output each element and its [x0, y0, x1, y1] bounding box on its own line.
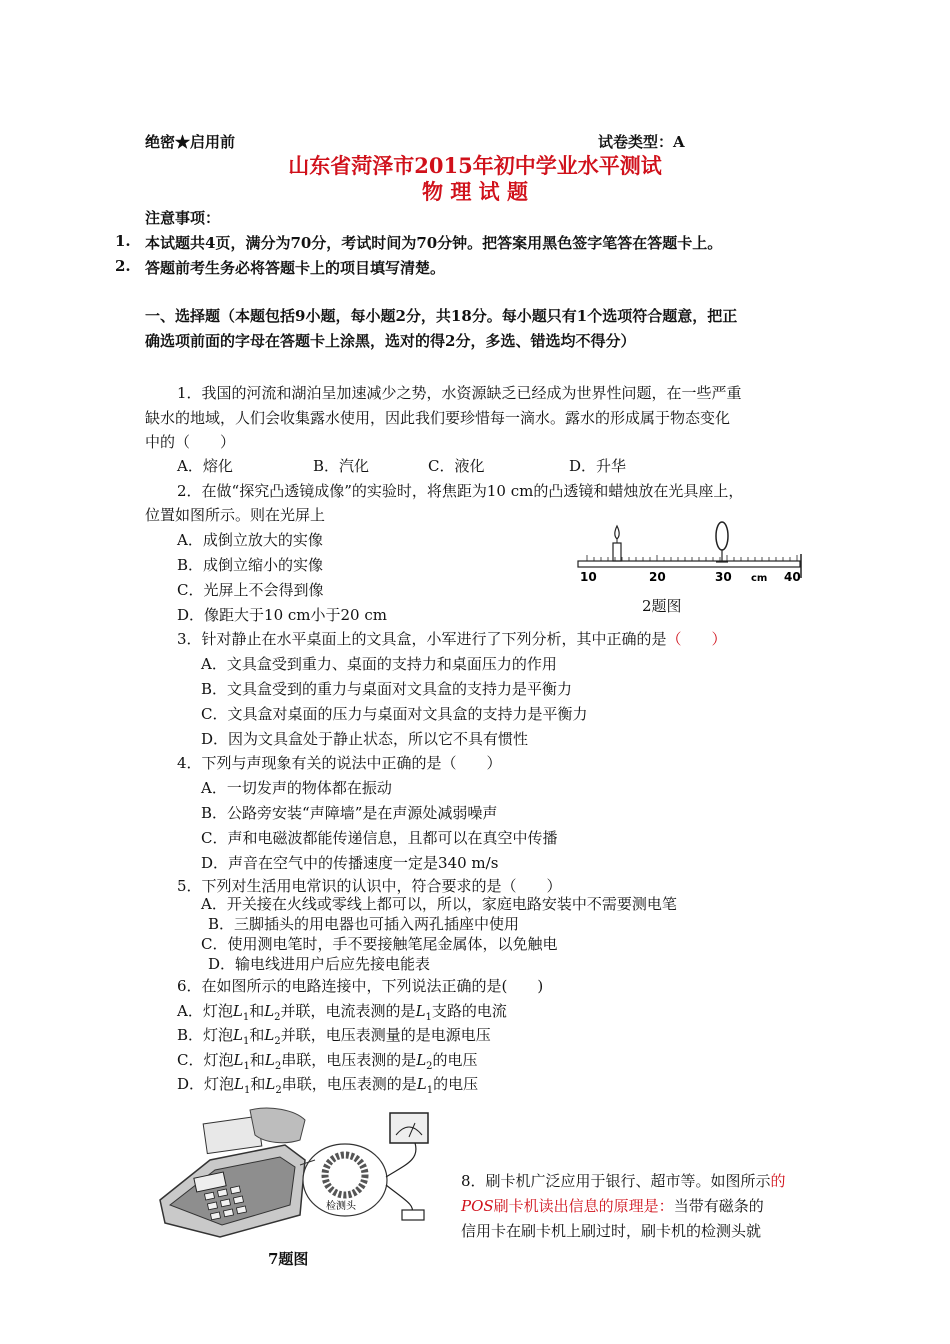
lamp-symbol: L — [233, 1051, 244, 1069]
question-2-line: 2．在做“探究凸透镜成像”的实验时，将焦距为10 cm的凸透镜和蜡烛放在光具座上， — [177, 482, 744, 500]
lamp-subscript: 1 — [243, 1061, 250, 1072]
lamp-symbol: L — [234, 1075, 244, 1093]
option-text: 和 — [249, 1002, 265, 1020]
question-5-option-c: C．使用测电笔时，手不要接触笔尾金属体，以免触电 — [201, 935, 558, 953]
question-8-red-text: 的 — [770, 1172, 786, 1190]
lamp-subscript: 2 — [274, 1036, 281, 1047]
tick-label: 20 — [649, 570, 666, 584]
pos-machine-icon — [160, 1108, 305, 1237]
section-heading: 一、选择题（本题包括9小题，每小题2分，共18分。每小题只有1个选项符合题意，把正 — [145, 307, 738, 325]
question-2-option-d: D．像距大于10 cm小于20 cm — [177, 606, 387, 624]
lamp-symbol: L — [232, 1002, 243, 1020]
lamp-symbol: L — [233, 1026, 243, 1044]
option-text: 和 — [249, 1051, 265, 1069]
paper-type: 试卷类型：A — [598, 133, 685, 151]
lamp-subscript: 2 — [274, 1012, 281, 1023]
question-6-option-a — [177, 1000, 507, 1023]
page-subtitle: 物 理 试 题 — [422, 179, 528, 204]
detector-head-icon — [300, 1144, 387, 1216]
question-3-option-c: C．文具盒对桌面的压力与桌面对文具盒的支持力是平衡力 — [201, 705, 588, 723]
question-4-option-a: A．一切发声的物体都在振动 — [201, 779, 392, 797]
optical-bench-diagram — [570, 518, 810, 590]
lamp-symbol: L — [265, 1075, 276, 1093]
page-title: 山东省菏泽市2015年初中学业水平测试 — [288, 153, 662, 178]
question-3-option-d: D．因为文具盒处于静止状态，所以它不具有惯性 — [201, 730, 529, 748]
pos-term: POS — [461, 1197, 494, 1215]
question-2-option-b: B．成倒立缩小的实像 — [177, 556, 324, 574]
question-5-stem: 5．下列对生活用电常识的认识中，符合要求的是（ ） — [177, 877, 562, 895]
question-1-line: 1．我国的河流和湖泊呈加速减少之势，水资源缺乏已经成为世界性问题，在一些严重 — [177, 384, 742, 402]
question-8-line — [461, 1170, 786, 1191]
question-3-stem — [177, 628, 727, 649]
question-5-option-b: B．三脚插头的用电器也可插入两孔插座中使用 — [208, 915, 520, 933]
lamp-subscript: 2 — [426, 1061, 433, 1072]
question-2-option-a: A．成倒立放大的实像 — [177, 531, 323, 549]
question-6-option-b — [177, 1024, 491, 1047]
lamp-subscript: 1 — [426, 1085, 434, 1096]
question-1-option-a: A．熔化 — [177, 457, 233, 475]
lamp-subscript: 2 — [274, 1061, 282, 1072]
wire — [386, 1185, 413, 1213]
connector-icon — [402, 1210, 424, 1220]
unit-label: cm — [751, 573, 768, 584]
question-6-stem: 6．在如图所示的电路连接中，下列说法正确的是( ) — [177, 977, 544, 995]
wire — [386, 1143, 416, 1177]
figure-7-caption: 7题图 — [268, 1250, 309, 1268]
option-text: 和 — [249, 1026, 265, 1044]
note-item: 本试题共4页，满分为70分，考试时间为70分钟。把答案用黑色签字笔答在答题卡上。 — [145, 234, 723, 252]
question-4-option-d: D．声音在空气中的传播速度一定是340 m/s — [201, 854, 499, 872]
question-3-stem-text: 3．针对静止在水平桌面上的文具盒，小军进行了下列分析，其中正确的是 — [177, 630, 667, 648]
option-text: 支路的电流 — [431, 1002, 507, 1020]
lamp-symbol: L — [264, 1002, 275, 1020]
lamp-subscript: 2 — [275, 1085, 282, 1096]
hand-icon — [250, 1108, 305, 1143]
option-text: B．灯泡 — [177, 1026, 234, 1044]
option-text: 的电压 — [432, 1051, 478, 1069]
candle-icon — [613, 526, 621, 561]
lamp-symbol: L — [264, 1051, 275, 1069]
question-8-text: 8．刷卡机广泛应用于银行、超市等。如图所示 — [461, 1172, 771, 1190]
question-3-option-a: A．文具盒受到重力、桌面的支持力和桌面压力的作用 — [201, 655, 557, 673]
note-item: 答题前考生务必将答题卡上的项目填写清楚。 — [145, 259, 446, 277]
question-8-text: 当带有磁条的 — [673, 1197, 764, 1215]
figure-2-caption: 2题图 — [642, 597, 682, 615]
option-text: 串联，电压表测的是 — [281, 1075, 417, 1093]
detector-label: 检测头 — [326, 1201, 356, 1212]
question-1-line: 缺水的地域，人们会收集露水使用，因此我们要珍惜每一滴水。露水的形成属于物态变化 — [145, 409, 731, 427]
notes-heading: 注意事项： — [145, 209, 221, 227]
note-item-number: 1. — [115, 232, 131, 250]
lamp-subscript: 1 — [242, 1012, 250, 1023]
note-item-number: 2. — [115, 257, 131, 275]
question-1-option-d: D．升华 — [569, 457, 627, 475]
tick-label: 10 — [580, 570, 597, 584]
question-8-line — [461, 1195, 764, 1216]
option-text: 的电压 — [433, 1075, 479, 1093]
lamp-subscript: 1 — [244, 1085, 251, 1096]
lamp-symbol: L — [264, 1026, 275, 1044]
secret-label: 绝密★启用前 — [145, 133, 236, 151]
question-5-option-d: D．输电线进用户后应先接电能表 — [208, 955, 431, 973]
question-6-option-c — [177, 1049, 478, 1072]
question-4-option-c: C．声和电磁波都能传递信息，且都可以在真空中传播 — [201, 829, 558, 847]
lamp-symbol: L — [416, 1051, 427, 1069]
question-1-line: 中的（ ） — [145, 433, 236, 451]
ruler-bar — [578, 561, 800, 567]
question-1-option-c: C．液化 — [428, 457, 485, 475]
option-text: D．灯泡 — [177, 1075, 235, 1093]
question-8-line: 信用卡在刷卡机上刷过时，刷卡机的检测头就 — [461, 1222, 762, 1240]
option-text: 并联，电压表测量的是电源电压 — [280, 1026, 491, 1044]
question-2-line: 位置如图所示。则在光屏上 — [145, 506, 326, 524]
question-8-red-text: 刷卡机读出信息的原理是： — [493, 1197, 674, 1215]
tick-label: 40 — [784, 570, 801, 584]
option-text: 并联，电流表测的是 — [280, 1002, 416, 1020]
question-1-option-b: B．汽化 — [313, 457, 370, 475]
answer-bracket: （ ） — [666, 630, 727, 648]
question-5-option-a: A．开关接在火线或零线上都可以，所以，家庭电路安装中不需要测电笔 — [201, 895, 677, 913]
tick-label: 30 — [715, 570, 732, 584]
question-4-option-b: B．公路旁安装“声障墙”是在声源处减弱噪声 — [201, 804, 498, 822]
option-text: 串联，电压表测的是 — [281, 1051, 417, 1069]
question-3-option-b: B．文具盒受到的重力与桌面对文具盒的支持力是平衡力 — [201, 680, 573, 698]
lamp-subscript: 1 — [425, 1012, 432, 1023]
option-text: C．灯泡 — [177, 1051, 234, 1069]
convex-lens-icon — [716, 522, 728, 562]
question-2-option-c: C．光屏上不会得到像 — [177, 581, 324, 599]
option-text: A．灯泡 — [177, 1002, 233, 1020]
pos-figure — [150, 1105, 440, 1250]
meter-icon — [390, 1113, 428, 1143]
option-text: 和 — [250, 1075, 266, 1093]
pos-machine-diagram — [150, 1105, 440, 1250]
lamp-symbol: L — [416, 1075, 427, 1093]
lamp-subscript: 1 — [243, 1036, 250, 1047]
lamp-symbol: L — [415, 1002, 426, 1020]
question-4-stem: 4．下列与声现象有关的说法中正确的是（ ） — [177, 754, 502, 772]
optical-bench-figure — [570, 518, 810, 590]
section-heading-cont: 确选项前面的字母在答题卡上涂黑，选对的得2分，多选、错选均不得分） — [145, 332, 636, 350]
question-6-option-d — [177, 1073, 478, 1096]
